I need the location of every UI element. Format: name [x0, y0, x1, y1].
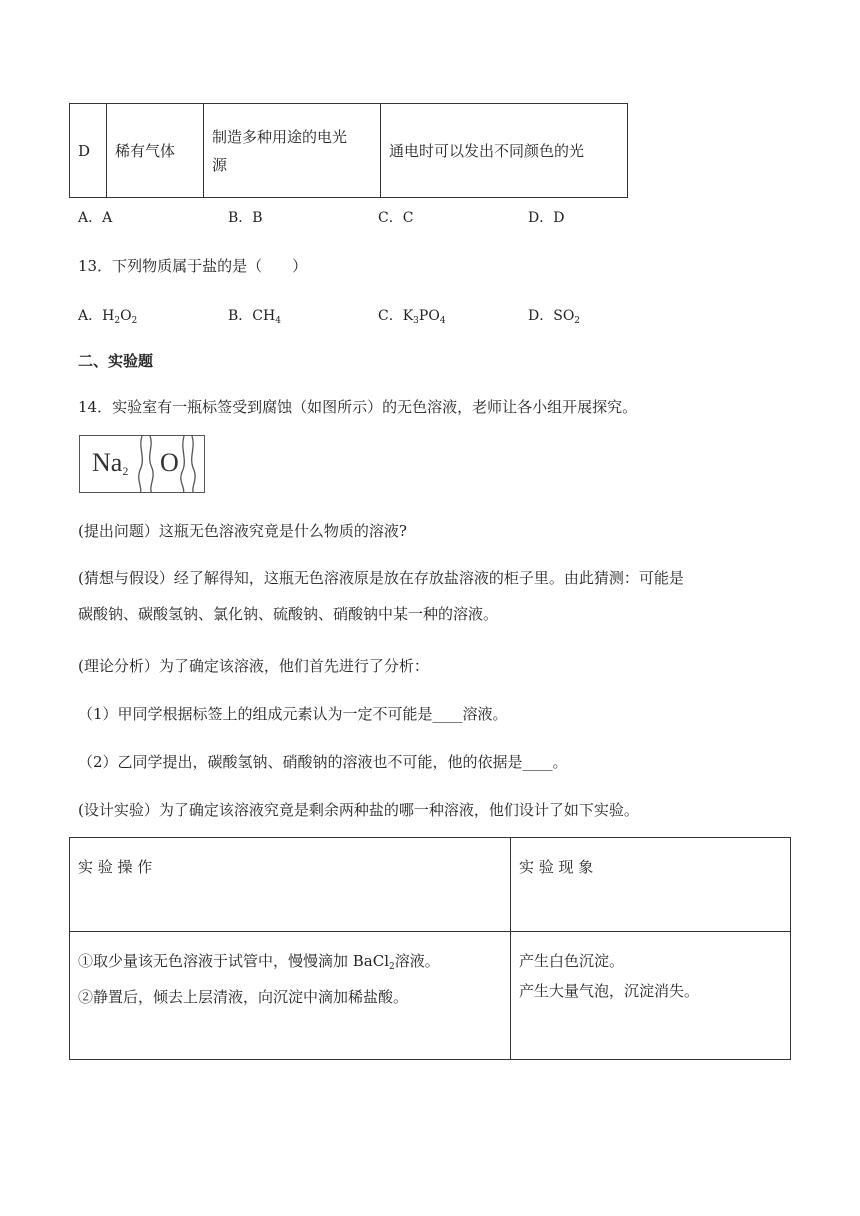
operation-cell — [70, 932, 511, 1060]
hypothesis-line-2: 碳酸钠、碳酸氢钠、氯化钠、硫酸钠、硝酸钠中某一种的溶液。 — [78, 605, 499, 623]
q12-option-c: C．C — [378, 210, 414, 226]
q12-option-d: D．D — [528, 210, 565, 226]
experiment-table — [69, 837, 791, 1060]
q12-option-a: A．A — [78, 210, 113, 226]
phenomenon-cell — [511, 932, 791, 1060]
q13-option-d: D．$SO_2$ — [528, 308, 581, 326]
corroded-label-image — [79, 435, 205, 493]
operation-step-1: ①取少量该无色溶液于试管中，慢慢滴加 BaCl$_2$溶液。 — [78, 952, 440, 972]
answer-table-row-d — [69, 103, 628, 198]
property-cell: 通电时可以发出不同颜色的光 — [381, 104, 628, 198]
part1-line: （1）甲同学根据标签上的组成元素认为一定不可能是____溶液。 — [78, 705, 508, 723]
part2-line: （2）乙同学提出，碳酸氢钠、硝酸钠的溶液也不可能，他的依据是____。 — [78, 753, 568, 771]
use-line-1: 制造多种用途的电光 — [212, 127, 348, 146]
q13-option-b: B．$CH_4$ — [228, 308, 281, 326]
use-line-2: 源 — [212, 155, 228, 174]
header-operation: 实 验 操 作 — [70, 838, 511, 932]
hypothesis-line-1: (猜想与假设）经了解得知，这瓶无色溶液原是放在存放盐溶液的柜子里。由此猜测：可能是 — [78, 569, 684, 587]
corrosion-marks — [80, 436, 205, 493]
ask-question: (提出问题）这瓶无色溶液究竟是什么物质的溶液? — [78, 522, 407, 540]
label-o: O — [160, 448, 179, 477]
row-letter: D — [70, 104, 107, 198]
analysis-line: (理论分析）为了确定该溶液，他们首先进行了分析： — [78, 657, 429, 675]
blank-1[interactable]: ____ — [432, 705, 463, 723]
substance-cell: 稀有气体 — [107, 104, 204, 198]
q13-option-a: A．$H_2O_2$ — [78, 308, 138, 326]
phenomenon-2: 产生大量气泡，沉淀消失。 — [519, 982, 700, 1000]
design-line: (设计实验）为了确定该溶液究竟是剩余两种盐的哪一种溶液，他们设计了如下实验。 — [78, 801, 639, 819]
q13-stem: 13．下列物质属于盐的是（ ） — [78, 257, 308, 275]
phenomenon-1: 产生白色沉淀。 — [519, 952, 625, 970]
header-phenomenon: 实 验 现 象 — [511, 838, 791, 932]
q13-option-c: C．$K_3PO_4$ — [378, 308, 446, 326]
operation-step-2: ②静置后，倾去上层清液，向沉淀中滴加稀盐酸。 — [78, 988, 409, 1006]
use-cell — [204, 104, 381, 198]
blank-2[interactable]: ____ — [522, 753, 553, 771]
section-title: 二、实验题 — [78, 352, 154, 370]
label-na: $Na_2$ — [92, 448, 129, 478]
q14-stem: 14．实验室有一瓶标签受到腐蚀（如图所示）的无色溶液，老师让各小组开展探究。 — [78, 398, 638, 416]
q12-option-b: B．B — [228, 210, 263, 226]
